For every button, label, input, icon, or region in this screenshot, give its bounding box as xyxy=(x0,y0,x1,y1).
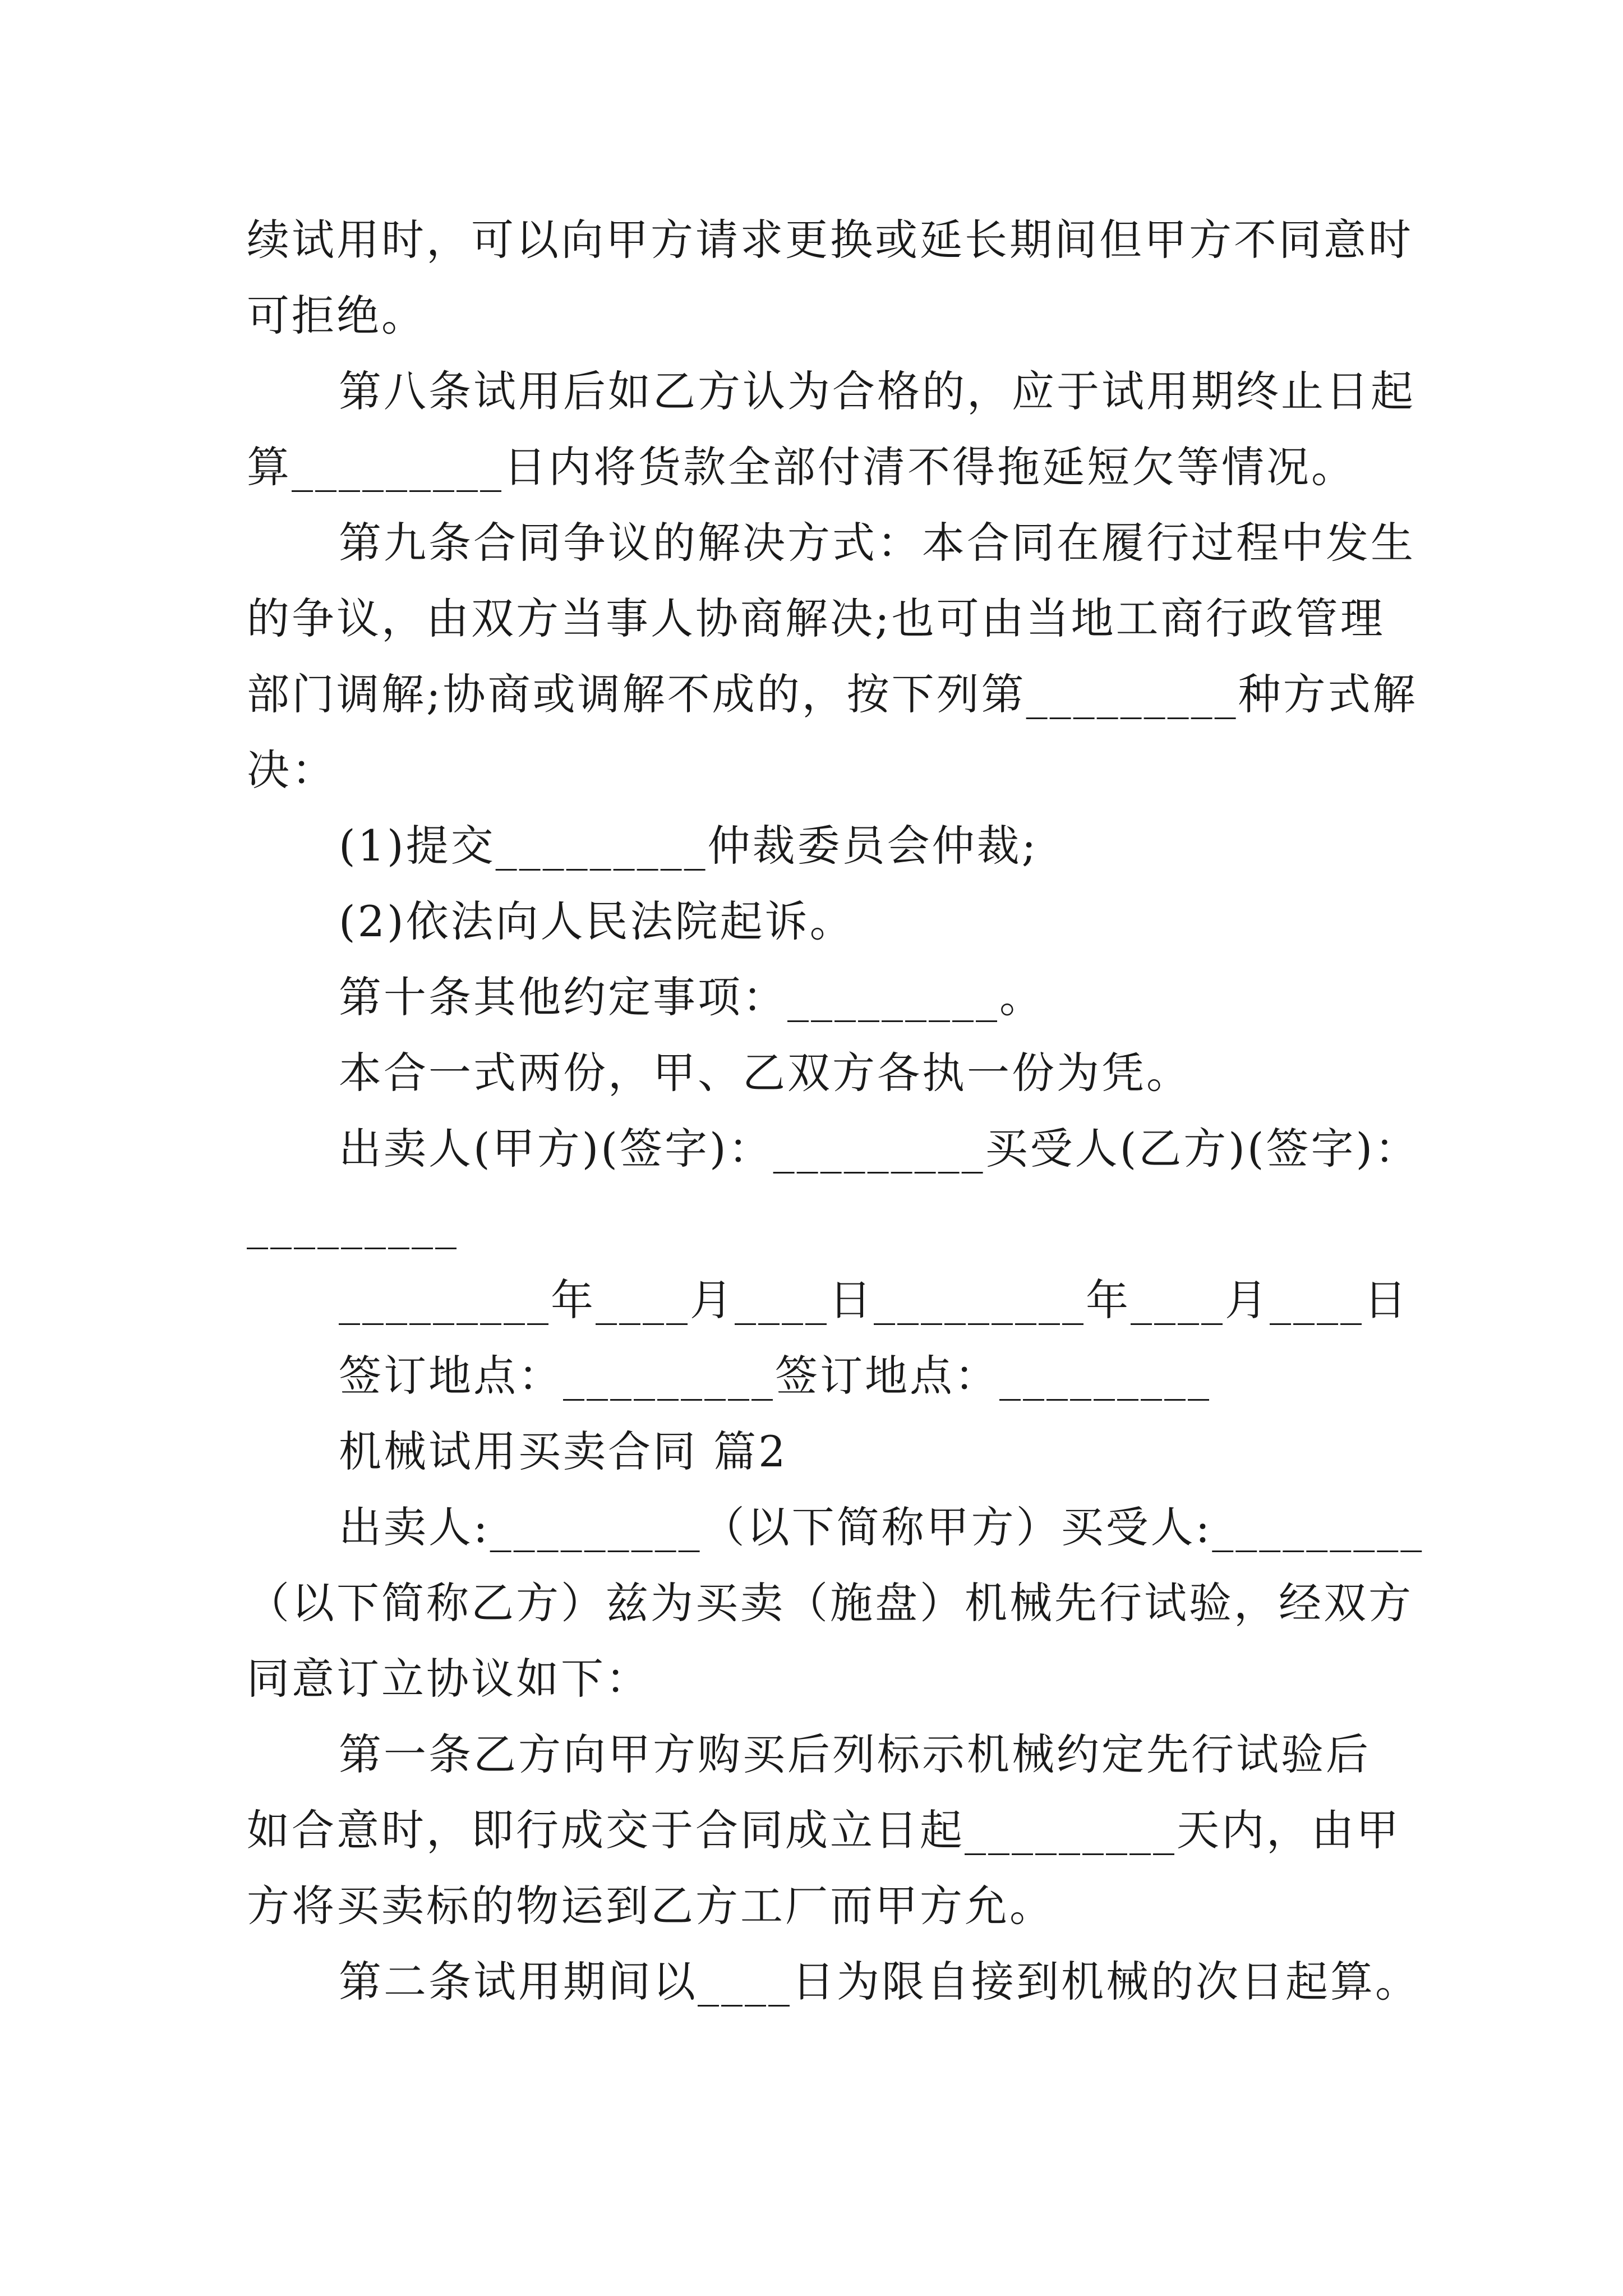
paragraph-line: 算_________日内将货款全部付清不得拖延短欠等情况。 xyxy=(247,442,1356,492)
list-item: (1)提交_________仲裁委员会仲裁; xyxy=(339,821,1039,871)
article-1-line: 第一条乙方向甲方购买后列标示机械约定先行试验后 xyxy=(339,1729,1371,1779)
paragraph-line: 决： xyxy=(247,745,336,795)
article-2-line: 第二条试用期间以____日为限自接到机械的次日起算。 xyxy=(339,1957,1420,2007)
signing-place-line: 签订地点：_________签订地点：_________ xyxy=(339,1351,1211,1401)
paragraph-line: 本合一式两份，甲、乙双方各执一份为凭。 xyxy=(339,1048,1191,1098)
list-item: (2)依法向人民法院起诉。 xyxy=(339,896,855,946)
article-9-line: 第九条合同争议的解决方式：本合同在履行过程中发生 xyxy=(339,518,1415,568)
paragraph-line: 同意订立协议如下： xyxy=(247,1654,651,1704)
article-10-line: 第十条其他约定事项：_________。 xyxy=(339,972,1044,1022)
signature-blank: _________ xyxy=(247,1199,459,1249)
paragraph-line: 的争议，由双方当事人协商解决;也可由当地工商行政管理 xyxy=(247,593,1385,643)
paragraph-line: 如合意时，即行成交于合同成立日起_________天内，由甲 xyxy=(247,1805,1401,1855)
parties-line: 出卖人:_________（以下简称甲方）买受人:_________ xyxy=(339,1502,1424,1552)
signature-line: 出卖人(甲方)(签字)：_________买受人(乙方)(签字)： xyxy=(339,1124,1420,1174)
date-line: _________年____月____日_________年____月____日 xyxy=(339,1275,1409,1325)
paragraph-line: 方将买卖标的物运到乙方工厂而甲方允。 xyxy=(247,1881,1054,1931)
paragraph-line: 可拒绝。 xyxy=(247,291,426,341)
article-8-line: 第八条试用后如乙方认为合格的，应于试用期终止日起 xyxy=(339,366,1415,416)
paragraph-line: 部门调解;协商或调解不成的，按下列第_________种方式解 xyxy=(247,669,1418,719)
paragraph-line: （以下简称乙方）兹为买卖（施盘）机械先行试验，经双方 xyxy=(247,1578,1413,1628)
paragraph-line: 续试用时，可以向甲方请求更换或延长期间但甲方不同意时 xyxy=(247,215,1413,265)
section-title: 机械试用买卖合同 篇2 xyxy=(339,1427,788,1476)
